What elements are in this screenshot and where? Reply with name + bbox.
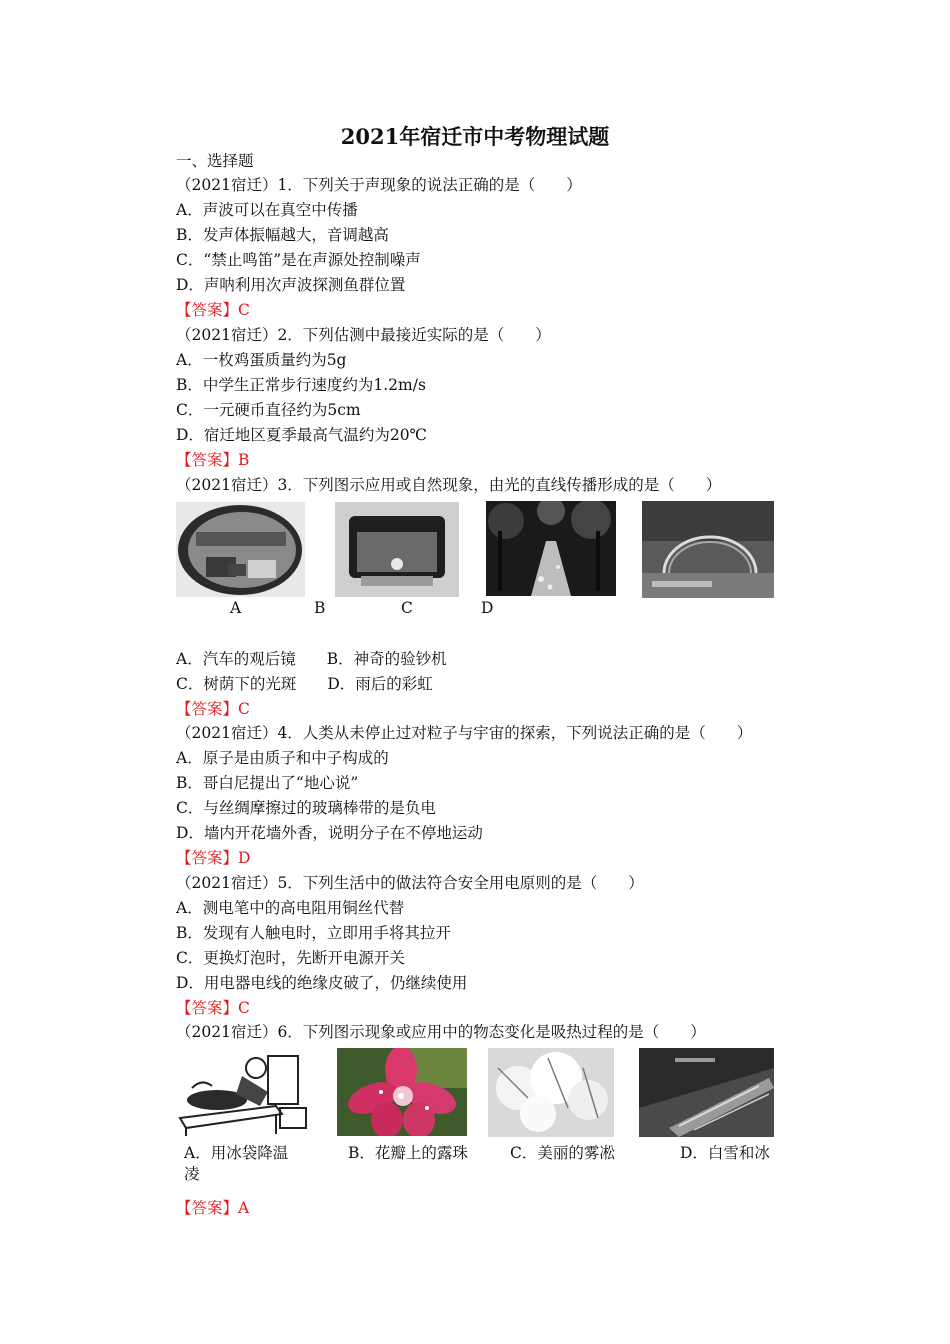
q1-stem: （2021宿迁）1．下列关于声现象的说法正确的是（ ） [176, 176, 582, 194]
ice-pack-image [172, 1048, 312, 1138]
q2-option-c: C．一元硬币直径约为5cm [176, 401, 361, 419]
image-label-a: A [230, 599, 242, 617]
q3-options-ab: A．汽车的观后镜 B．神奇的验钞机 [176, 650, 447, 668]
q1-option-a: A．声波可以在真空中传播 [176, 201, 358, 219]
q3-options-cd: C．树荫下的光斑 D．雨后的彩虹 [176, 675, 433, 693]
q4-option-c: C．与丝绸摩擦过的玻璃棒带的是负电 [176, 799, 436, 817]
q6-option-d: D．白雪和冰 [680, 1144, 770, 1162]
q5-option-c: C．更换灯泡时，先断开电源开关 [176, 949, 405, 967]
image-label-b: B [314, 599, 326, 617]
tree-shade-image [486, 501, 616, 596]
q6-option-d-wrap: 凌 [184, 1165, 200, 1183]
rearview-mirror-image [176, 502, 305, 597]
q4-answer: 【答案】D [176, 849, 251, 867]
q1-option-b: B．发声体振幅越大，音调越高 [176, 226, 389, 244]
q6-option-c: C．美丽的雾凇 [510, 1144, 615, 1162]
image-label-d: D [481, 599, 494, 617]
q2-answer: 【答案】B [176, 451, 250, 469]
q2-option-b: B．中学生正常步行速度约为1.2m/s [176, 376, 426, 394]
q2-option-d: D．宿迁地区夏季最高气温约为20℃ [176, 426, 427, 444]
q5-stem: （2021宿迁）5．下列生活中的做法符合安全用电原则的是（ ） [176, 874, 644, 892]
q1-answer: 【答案】C [176, 301, 250, 319]
q5-answer: 【答案】C [176, 999, 250, 1017]
q6-stem: （2021宿迁）6．下列图示现象或应用中的物态变化是吸热过程的是（ ） [176, 1023, 706, 1041]
q4-option-a: A．原子是由质子和中子构成的 [176, 749, 389, 767]
section-heading: 一、选择题 [176, 152, 254, 170]
q1-option-d: D．声呐利用次声波探测鱼群位置 [176, 276, 406, 294]
q1-option-c: C．“禁止鸣笛”是在声源处控制噪声 [176, 251, 421, 269]
q5-option-b: B．发现有人触电时，立即用手将其拉开 [176, 924, 451, 942]
q5-option-d: D．用电器电线的绝缘皮破了，仍继续使用 [176, 974, 468, 992]
q2-stem: （2021宿迁）2．下列估测中最接近实际的是（ ） [176, 326, 551, 344]
page-title: 2021年宿迁市中考物理试题 [340, 124, 610, 149]
q3-answer: 【答案】C [176, 700, 250, 718]
q4-option-d: D．墙内开花墙外香，说明分子在不停地运动 [176, 824, 483, 842]
q6-option-b: B．花瓣上的露珠 [348, 1144, 468, 1162]
q4-stem: （2021宿迁）4．人类从未停止过对粒子与宇宙的探索，下列说法正确的是（ ） [176, 724, 753, 742]
q6-answer: 【答案】A [176, 1199, 250, 1217]
rainbow-image [642, 501, 774, 598]
q6-option-a: A．用冰袋降温 [184, 1144, 289, 1162]
rime-image [488, 1048, 614, 1137]
image-label-c: C [401, 599, 413, 617]
q3-stem: （2021宿迁）3．下列图示应用或自然现象，由光的直线传播形成的是（ ） [176, 476, 722, 494]
q5-option-a: A．测电笔中的高电阻用铜丝代替 [176, 899, 405, 917]
q4-option-b: B．哥白尼提出了“地心说” [176, 774, 359, 792]
snow-ice-image [639, 1048, 774, 1137]
q2-option-a: A．一枚鸡蛋质量约为5g [176, 351, 347, 369]
money-detector-image [335, 502, 459, 597]
dew-flower-image [337, 1048, 467, 1136]
